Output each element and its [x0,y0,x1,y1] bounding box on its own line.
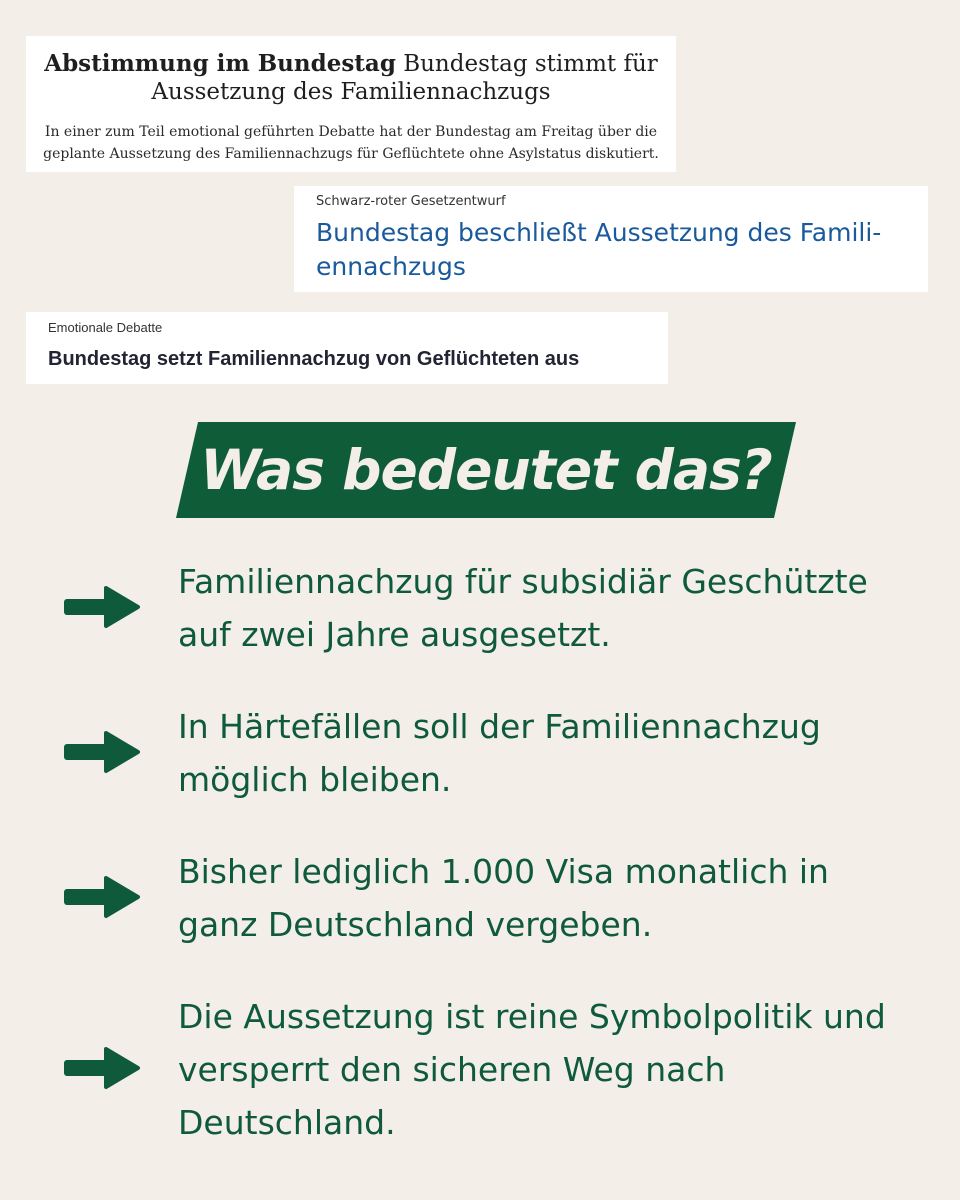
bullet-text: In Härtefällen soll der Familiennachzug möglich bleiben. [178,707,821,799]
headline-card-3 [26,312,668,384]
bullet-text: Bisher lediglich 1.000 Visa monatlich in ganz Deutschland vergeben. [178,852,829,944]
arrow-right-icon [62,730,142,774]
headline-card-2-title: Bundestag beschließt Aussetzung des Famili-ennachzugs [316,218,882,281]
arrow-right-icon [62,875,142,919]
headline-card-1 [26,36,676,172]
bullet-text: Die Aussetzung ist reine Symbolpolitik und versperrt den sicheren Weg nach Deutschland. [178,997,886,1142]
headline-card-3-title: Bundestag setzt Familiennachzug von Geflüchteten aus [48,348,580,370]
headline-card-2-kicker: Schwarz-roter Gesetzentwurf [316,194,506,209]
headline-card-1-title-rest: Bundestag stimmt für Aussetzung des Familiennachzugs [151,51,658,105]
headline-card-1-teaser: In einer zum Teil emotional geführten Debatte hat der Bundestag am Freitag über die geplante Aussetzung des Familiennachzugs für Geflüchtete ohne Asylstatus diskutiert. [43,124,659,162]
arrow-right-icon [62,1046,142,1090]
question-banner [176,422,796,518]
headline-card-2 [294,186,928,292]
headline-card-3-kicker: Emotionale Debatte [48,320,163,335]
banner-title: Was bedeutet das? [200,438,772,502]
bullet-text: Familiennachzug für subsidiär Geschützte auf zwei Jahre ausgesetzt. [178,562,868,654]
headline-card-1-title-bold: Abstimmung im Bundestag [44,50,396,77]
headline-card-1-title [26,50,676,106]
arrow-right-icon [62,585,142,629]
